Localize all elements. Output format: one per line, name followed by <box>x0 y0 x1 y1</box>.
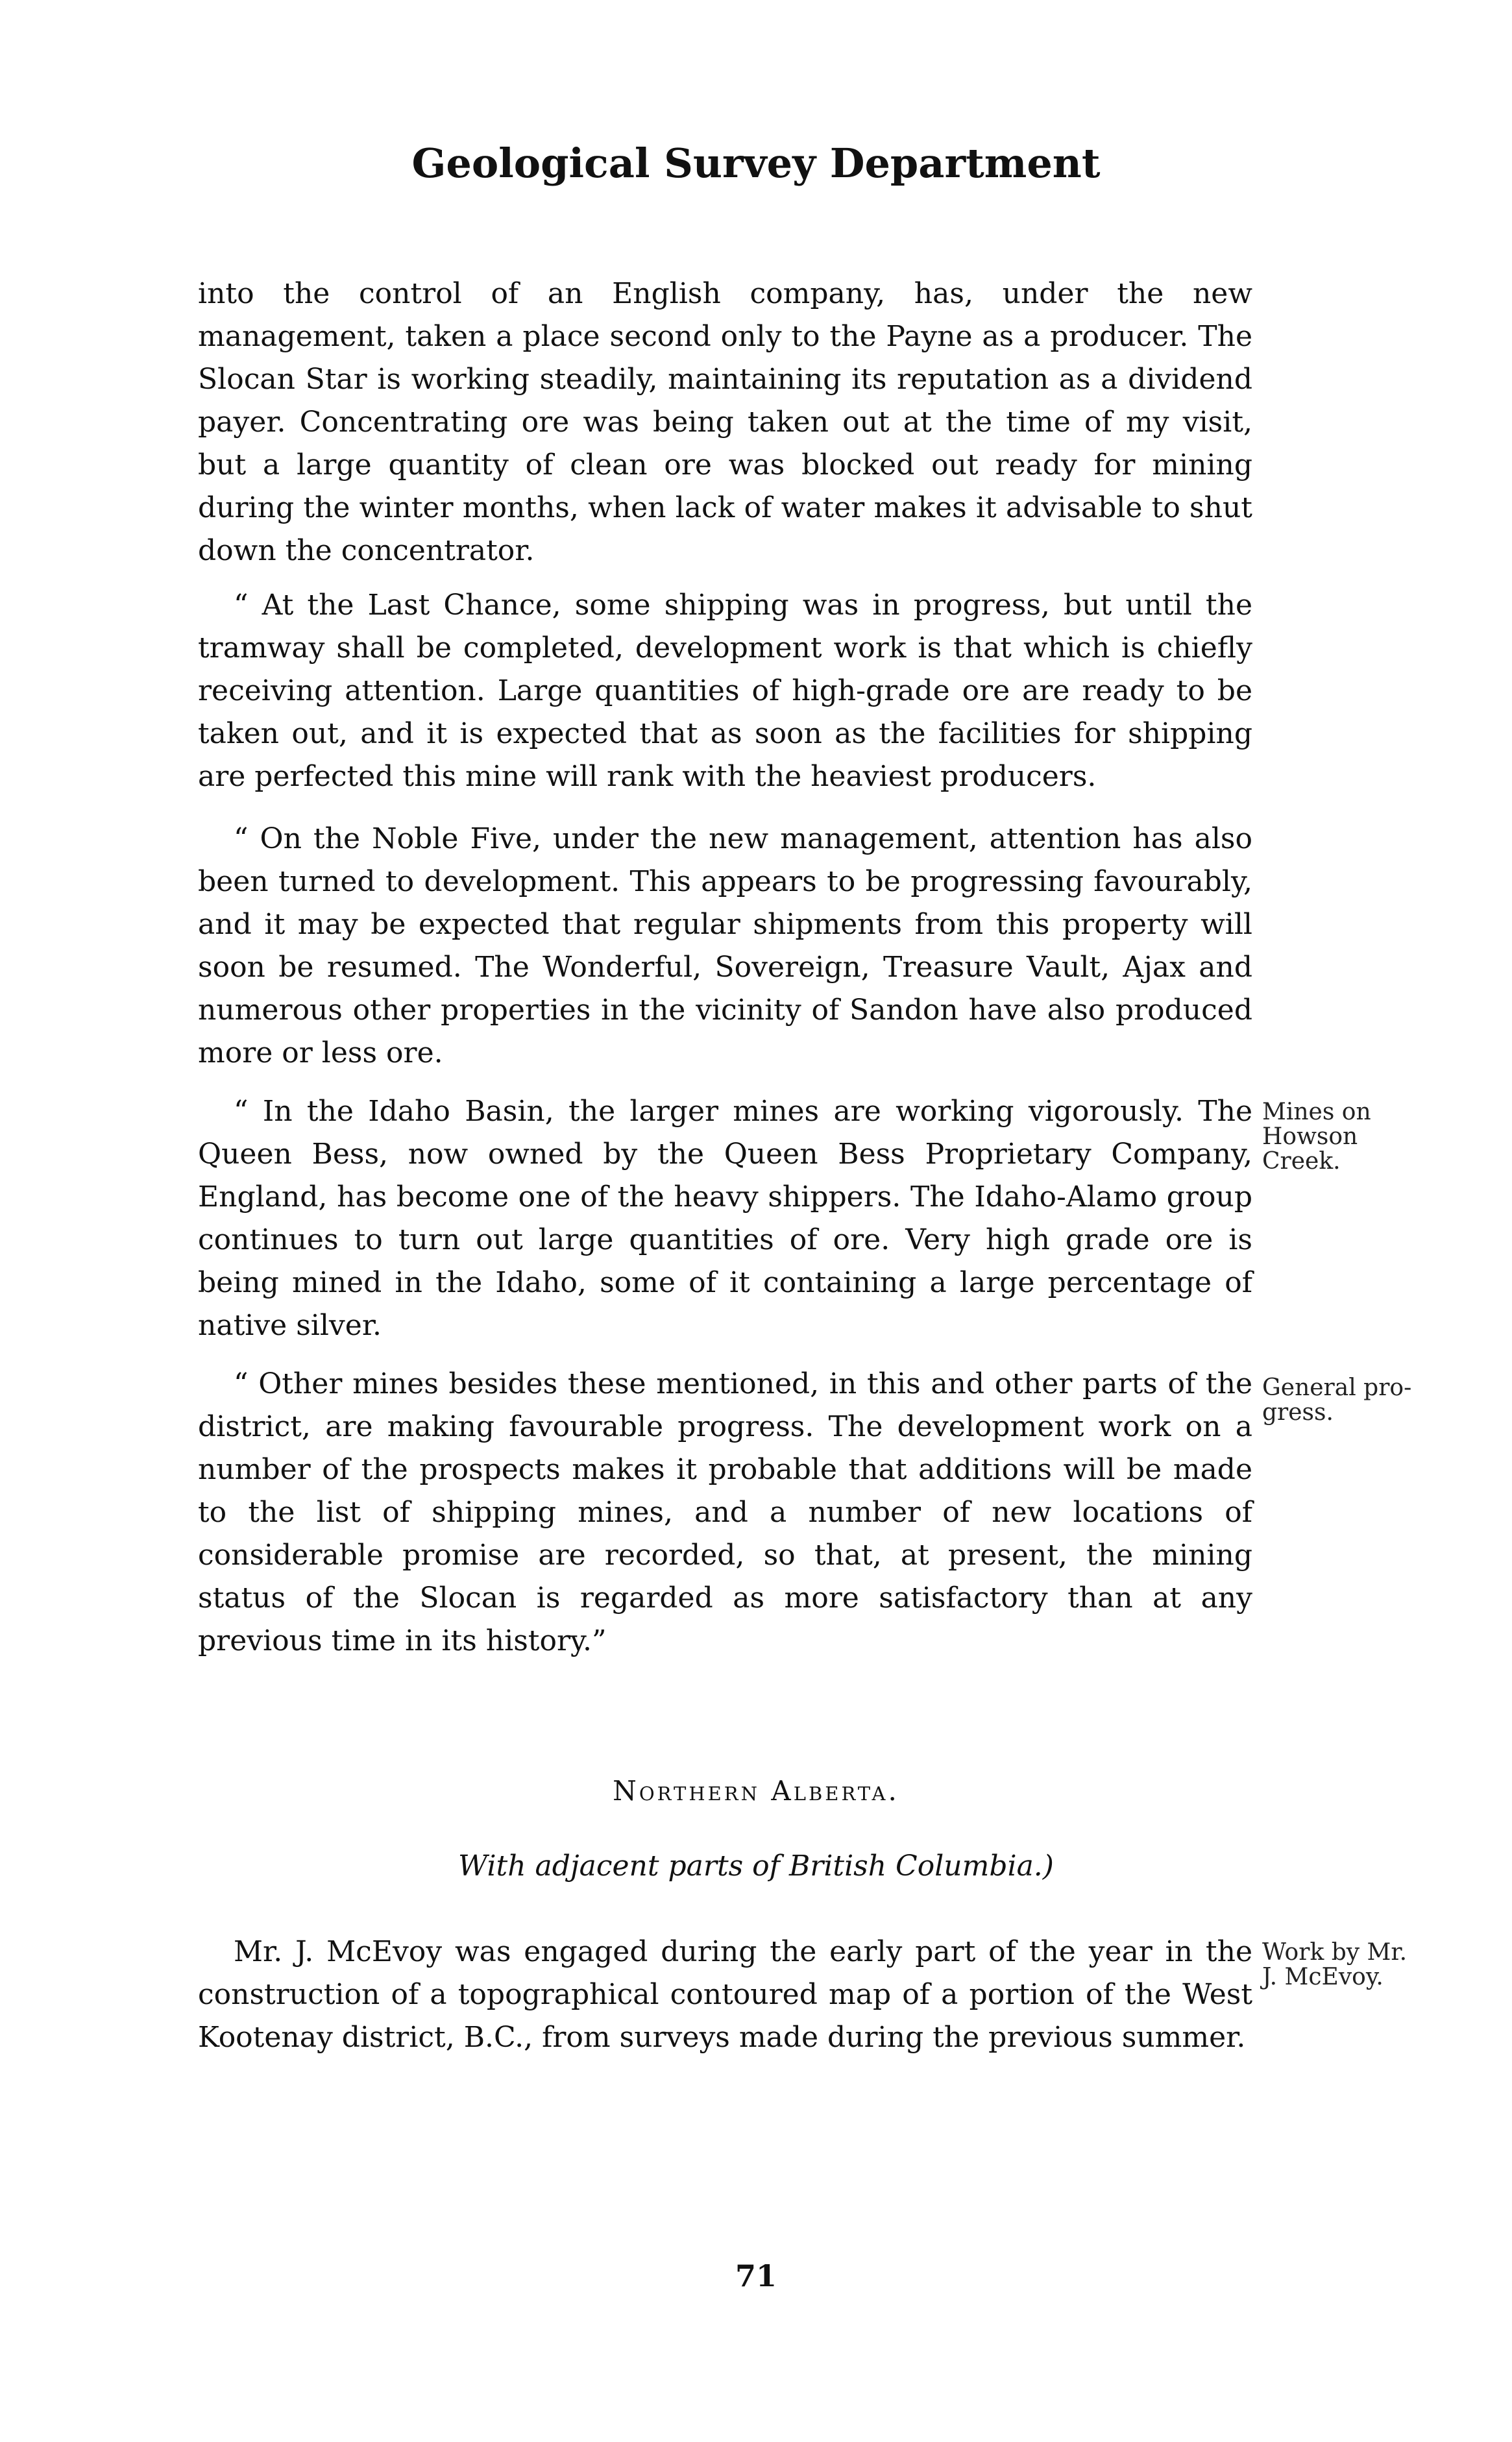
margin-note-line: General pro- <box>1262 1374 1412 1401</box>
margin-note-line: Work by Mr. <box>1262 1939 1408 1966</box>
paragraph-slocan-star: into the control of an English company, has, under the new management, taken a place second only to the Payne as a producer. The Slocan Star is working steadily, maintaining its reputation as a dividend payer. Concentrating ore was being taken out at the time of my visit, but a large quantity of clean ore was blocked out ready for mining during the winter months, when lack of water makes it advisable to shut down the concentrator. <box>198 277 1252 567</box>
margin-note-mines-howson <box>1262 1100 1371 1174</box>
margin-note-line: Creek. <box>1262 1148 1341 1175</box>
margin-note-line: gress. <box>1262 1399 1334 1426</box>
margin-note-line: Mines on <box>1262 1099 1371 1125</box>
paragraph-mcevoy: Mr. J. McEvoy was engaged during the early part of the year in the construction of a topographical contoured map of a portion of the West Kootenay district, B.C., from surveys made during the previous summer. <box>198 1935 1252 2054</box>
section-subheading: With adjacent parts of British Columbia.) <box>458 1850 1054 1883</box>
page-number: 71 <box>735 2258 777 2293</box>
paragraph-idaho-basin: “ In the Idaho Basin, the larger mines are working vigorously. The Queen Bess, now owned by the Queen Bess Proprietary Company, England, has become one of the heavy shippers. The Idaho-Alamo group continues to turn out large quantities of ore. Very high grade ore is being mined in the Idaho, some of it containing a large percentage of native silver. <box>198 1095 1252 1342</box>
paragraph-noble-five: “ On the Noble Five, under the new management, attention has also been turned to development. This appears to be progressing favourably, and it may be expected that regular shipments from this property will soon be resumed. The Wonderful, Sovereign, Treasure Vault, Ajax and numerous other properties in the vicinity of Sandon have also produced more or less ore. <box>198 822 1252 1069</box>
margin-note-line: Howson <box>1262 1123 1358 1150</box>
margin-note-line: J. McEvoy. <box>1262 1964 1384 1990</box>
paragraph-other-mines: “ Other mines besides these mentioned, in this and other parts of the district, are making favourable progress. The development work on a number of the prospects makes it probable that additions will be made to the list of shipping mines, and a number of new locations of considerable promise are recorded, so that, at present, the mining status of the Slocan is regarded as more satisfactory than at any previous time in its history.” <box>198 1367 1252 1657</box>
section-heading: Northern Alberta. <box>613 1775 899 1807</box>
margin-note-work-mcevoy <box>1262 1940 1407 1990</box>
margin-note-general-progress <box>1262 1376 1411 1425</box>
page-header-title: Geological Survey Department <box>411 140 1101 187</box>
paragraph-last-chance: “ At the Last Chance, some shipping was in progress, but until the tramway shall be completed, development work is that which is chiefly receiving attention. Large quantities of high-grade ore are ready to be taken out, and it is expected that as soon as the facilities for shipping are perfected this mine will rank with the heaviest producers. <box>198 589 1252 793</box>
